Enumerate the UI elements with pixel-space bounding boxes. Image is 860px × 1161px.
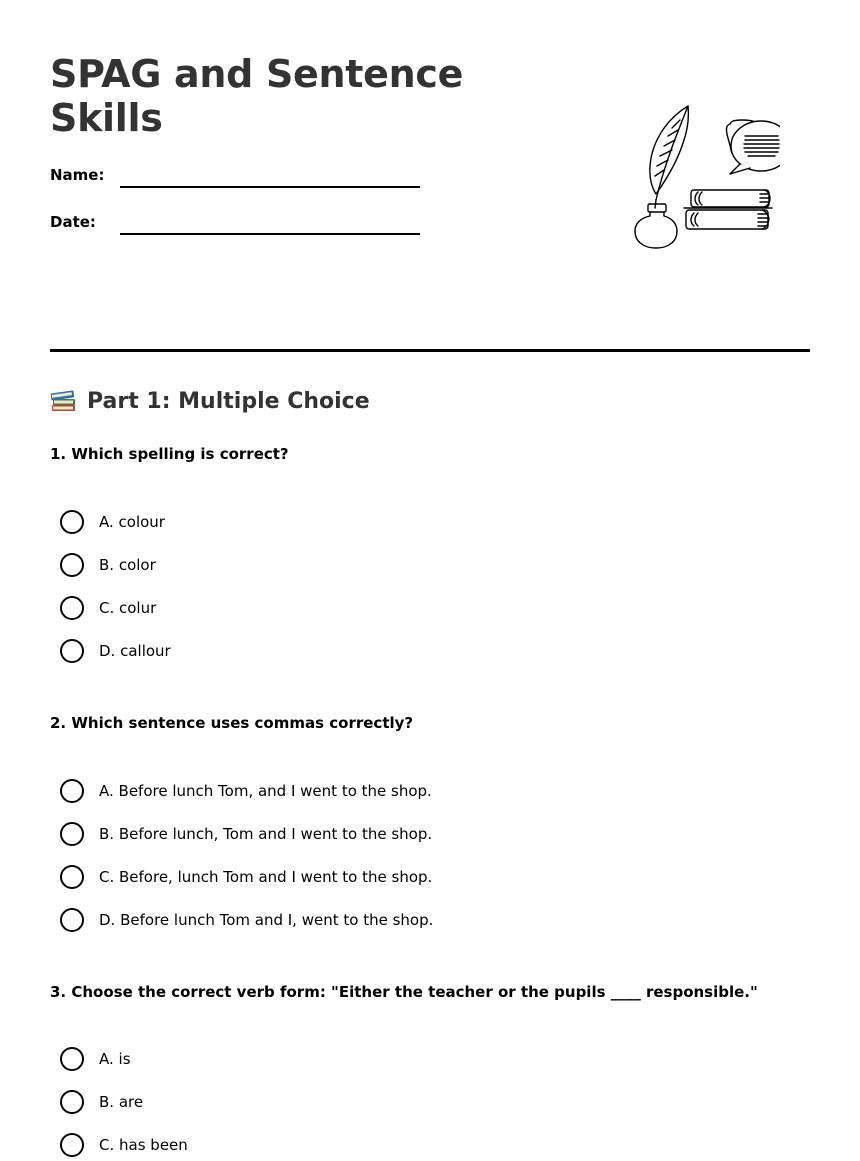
option-label: A. is <box>99 1050 131 1068</box>
date-field-row <box>50 213 420 237</box>
date-write-line[interactable] <box>120 233 420 235</box>
q3-option-b[interactable] <box>50 1089 143 1115</box>
radio-circle[interactable] <box>60 510 84 534</box>
q2-option-c[interactable] <box>50 864 432 890</box>
option-label: D. callour <box>99 642 171 660</box>
worksheet-page <box>50 0 810 1154</box>
radio-circle[interactable] <box>60 908 84 932</box>
q1-option-c[interactable] <box>50 595 156 621</box>
option-label: A. Before lunch Tom, and I went to the shop. <box>99 782 432 800</box>
option-label: A. colour <box>99 513 165 531</box>
question-2-text: 2. Which sentence uses commas correctly? <box>50 714 414 732</box>
radio-circle[interactable] <box>60 553 84 577</box>
part1-heading <box>50 388 370 415</box>
option-label: B. are <box>99 1093 144 1111</box>
question-3-text: 3. Choose the correct verb form: "Either the teacher or the pupils ____ responsible." <box>50 983 758 1001</box>
radio-circle[interactable] <box>60 822 84 846</box>
section-divider <box>50 349 810 352</box>
radio-circle[interactable] <box>60 639 84 663</box>
radio-circle[interactable] <box>60 779 84 803</box>
part1-heading-text: Part 1: Multiple Choice <box>87 389 370 414</box>
radio-circle[interactable] <box>60 1133 84 1157</box>
date-label: Date: <box>50 213 96 231</box>
q2-option-b[interactable] <box>50 821 432 847</box>
option-label: C. colur <box>99 599 157 617</box>
q1-option-d[interactable] <box>50 638 171 664</box>
q1-option-a[interactable] <box>50 509 165 535</box>
question-2 <box>50 713 810 733</box>
worksheet-title: SPAG and Sentence Skills <box>50 52 464 140</box>
q3-option-c[interactable] <box>50 1132 188 1158</box>
books-icon <box>50 388 77 415</box>
quill-inkpot-books-illustration-icon <box>580 100 780 255</box>
q3-option-a[interactable] <box>50 1046 131 1072</box>
option-label: D. Before lunch Tom and I, went to the shop. <box>99 911 434 929</box>
name-field-row <box>50 166 420 190</box>
question-1-text: 1. Which spelling is correct? <box>50 445 289 463</box>
option-label: C. has been <box>99 1136 188 1154</box>
radio-circle[interactable] <box>60 1047 84 1071</box>
name-label: Name: <box>50 166 105 184</box>
radio-circle[interactable] <box>60 596 84 620</box>
question-3 <box>50 982 810 1002</box>
q2-option-d[interactable] <box>50 907 433 933</box>
option-label: B. color <box>99 556 156 574</box>
radio-circle[interactable] <box>60 865 84 889</box>
worksheet-header <box>50 0 810 414</box>
question-1 <box>50 444 810 464</box>
radio-circle[interactable] <box>60 1090 84 1114</box>
name-write-line[interactable] <box>120 186 420 188</box>
q1-option-b[interactable] <box>50 552 156 578</box>
option-label: C. Before, lunch Tom and I went to the shop. <box>99 868 433 886</box>
q2-option-a[interactable] <box>50 778 432 804</box>
option-label: B. Before lunch, Tom and I went to the shop. <box>99 825 433 843</box>
